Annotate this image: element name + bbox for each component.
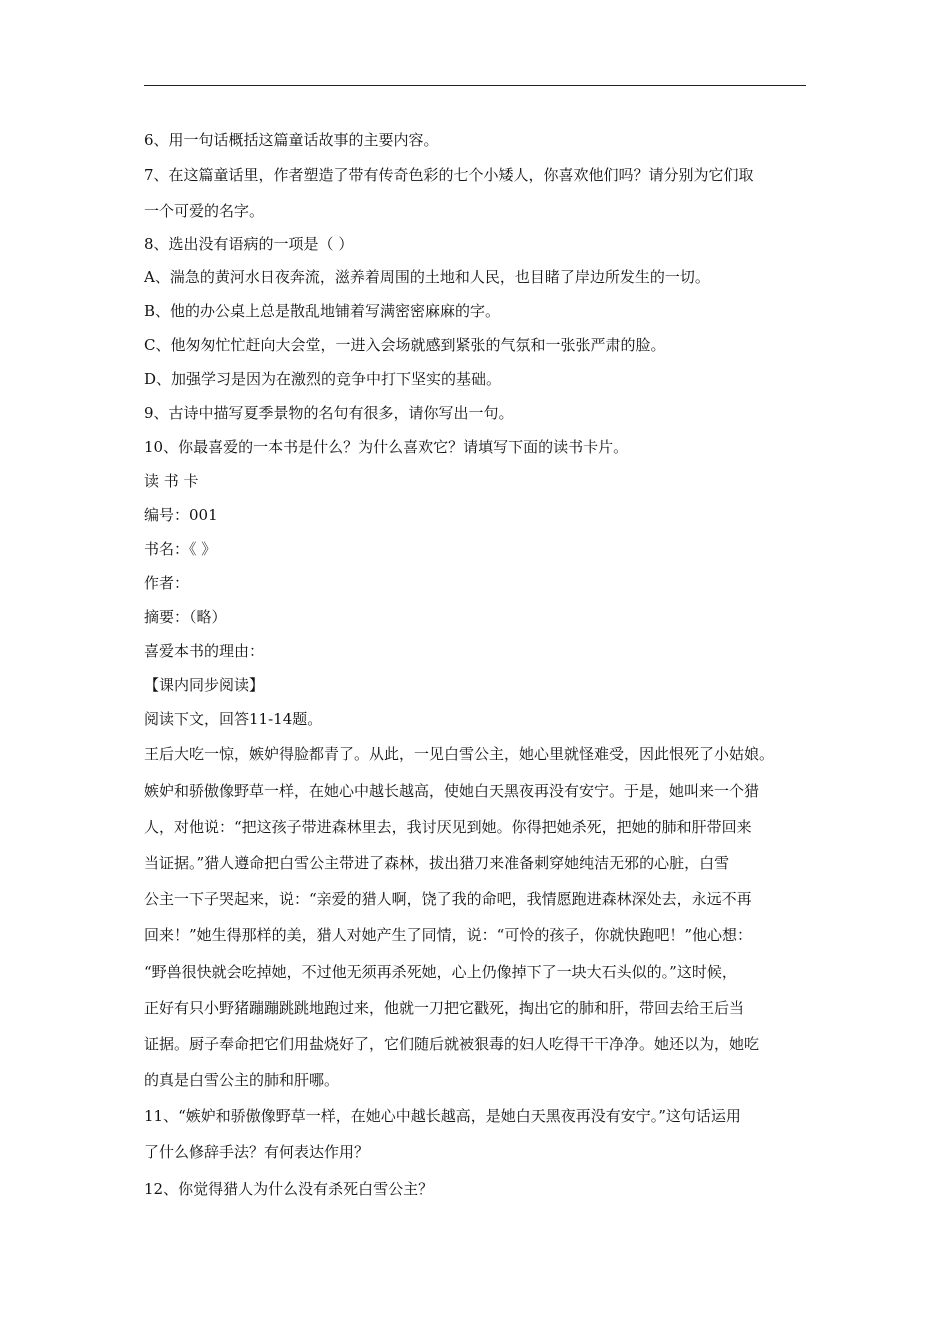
passage-line-6: 回来！”她生得那样的美，猎人对她产生了同情，说：“可怜的孩子，你就快跑吧！”他心想： [144,926,753,945]
header-rule [144,85,806,86]
question-8-option-b: B、他的办公桌上总是散乱地铺着写满密密麻麻的字。 [144,302,501,321]
passage-line-9: 证据。厨子奉命把它们用盐烧好了，它们随后就被狠毒的妇人吃得干干净净。她还以为，她吃 [144,1034,760,1053]
question-7-line-2: 一个可爱的名字。 [144,202,265,221]
reading-card-summary: 摘要：（略） [144,608,227,627]
reading-card-reason: 喜爱本书的理由： [144,642,265,661]
question-8-option-c: C、他匆匆忙忙赶向大会堂，一进入会场就感到紧张的气氛和一张张严肃的脸。 [144,336,666,355]
reading-card-number: 编号：001 [144,506,218,525]
question-6: 6、用一句话概括这篇童话故事的主要内容。 [144,131,439,149]
document-content [144,123,808,1207]
passage-line-4: 当证据。”猎人遵命把白雪公主带进了森林，拔出猎刀来准备刺穿她纯洁无邪的心脏，白雪 [144,853,730,872]
passage-line-7: “野兽很快就会吃掉她，不过他无须再杀死她，心上仍像掉下了一块大石头似的。”这时候， [144,962,737,981]
question-11-line-1: 11、“嫉妒和骄傲像野草一样，在她心中越长越高，是她白天黑夜再没有安宁。”这句话运用 [144,1107,741,1126]
question-10: 10、你最喜爱的一本书是什么？为什么喜欢它？请填写下面的读书卡片。 [144,438,629,457]
passage-line-8: 正好有只小野猪蹦蹦跳跳地跑过来，他就一刀把它戳死，掏出它的肺和肝，带回去给王后当 [144,998,745,1017]
passage-line-5: 公主一下子哭起来，说：“亲爱的猎人啊，饶了我的命吧，我情愿跑进森林深处去，永远不再 [144,890,752,909]
question-9: 9、古诗中描写夏季景物的名句有很多，请你写出一句。 [144,404,514,423]
question-8-option-d: D、加强学习是因为在激烈的竞争中打下坚实的基础。 [144,370,502,389]
section-instruction: 阅读下文，回答11-14题。 [144,710,323,729]
passage [144,736,808,1098]
passage-line-3: 人，对他说：“把这孩子带进森林里去，我讨厌见到她。你得把她杀死，把她的肺和肝带回来 [144,817,752,836]
passage-line-10: 的真是白雪公主的肺和肝哪。 [144,1071,340,1090]
section-heading: 【课内同步阅读】 [144,676,265,695]
passage-line-2: 嫉妒和骄傲像野草一样，在她心中越长越高，使她白天黑夜再没有安宁。于是，她叫来一个猎 [144,781,760,800]
question-11-line-2: 了什么修辞手法？有何表达作用？ [144,1143,370,1162]
reading-card-title: 读 书 卡 [144,472,199,491]
question-12: 12、你觉得猎人为什么没有杀死白雪公主？ [144,1179,434,1198]
reading-card-author: 作者： [144,574,190,593]
question-8-option-a: A、湍急的黄河水日夜奔流，滋养着周围的土地和人民，也目睹了岸边所发生的一切。 [144,268,710,287]
question-8: 8、选出没有语病的一项是（ ） [144,235,354,254]
question-7-line-1: 7、在这篇童话里，作者塑造了带有传奇色彩的七个小矮人，你喜欢他们吗？请分别为它们取 [144,166,754,184]
reading-card-book-name: 书名：《 》 [144,540,217,559]
passage-line-1: 王后大吃一惊，嫉妒得脸都青了。从此，一见白雪公主，她心里就怪难受，因此恨死了小姑娘。 [144,745,775,764]
